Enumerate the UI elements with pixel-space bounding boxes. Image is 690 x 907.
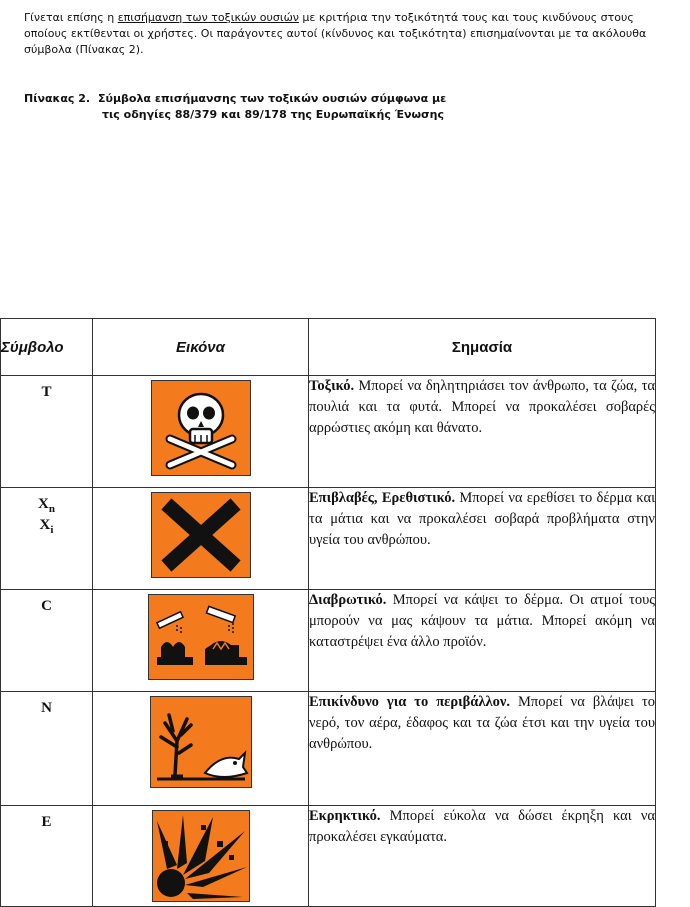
symbol-code: C <box>41 598 52 614</box>
meaning-cell <box>309 488 656 590</box>
hazard-title: Επικίνδυνο για το περιβάλλον. <box>309 694 510 710</box>
header-image: Εικόνα <box>93 319 309 376</box>
table-row <box>1 692 656 806</box>
symbol-cell <box>1 806 93 907</box>
caption-line-2: τις οδηγίες 88/379 και 89/178 της Ευρωπαϊκής Ένωσης <box>102 108 444 121</box>
meaning-cell <box>309 376 656 488</box>
hazard-description: Μπορεί να κάψει το δέρμα. Οι ατμοί τους μπορούν να μας κάψουν τα μάτια. Μπορεί ακόμη να καταστρέψει ένα άλλο προϊόν. <box>309 592 655 650</box>
caption-label: Πίνακας 2. <box>24 92 91 105</box>
image-cell <box>93 806 309 907</box>
hazard-title: Εκρηκτικό. <box>309 808 381 824</box>
corrosive-icon <box>148 594 254 680</box>
table-row <box>1 376 656 488</box>
symbol-cell <box>1 590 93 692</box>
symbol-code-xi: $X_i$ <box>39 517 54 536</box>
hazard-description: Μπορεί να ερεθίσει το δέρμα και τα μάτια και να προκαλέσει σοβαρά προβλήματα στην υγεία του ανθρώπου. <box>309 490 655 548</box>
symbol-cell <box>1 692 93 806</box>
hazard-description: Μπορεί να βλάψει το νερό, τον αέρα, έδαφος και τα ζώα έτσι και την υγεία του ανθρώπου. <box>309 694 655 752</box>
symbol-cell <box>1 488 93 590</box>
image-cell <box>93 590 309 692</box>
hazard-title: Διαβρωτικό. <box>309 592 387 608</box>
hazard-description: Μπορεί να δηλητηριάσει τον άνθρωπο, τα ζώα, τα πουλιά και τα φυτά. Μπορεί να προκαλέσει σοβαρές αρρώστιες ακόμη και θάνατο. <box>309 378 655 436</box>
hazard-symbols-table <box>0 318 656 907</box>
header-meaning: Σημασία <box>309 319 656 376</box>
image-cell <box>93 692 309 806</box>
header-symbol: Σύμβολο <box>1 319 93 376</box>
st-andrews-cross-icon <box>151 492 251 578</box>
symbol-code: E <box>41 814 52 830</box>
table-header-row <box>1 319 656 376</box>
table-caption <box>24 91 446 123</box>
meaning-cell <box>309 692 656 806</box>
image-cell <box>93 488 309 590</box>
symbol-code: T <box>41 384 52 400</box>
hazard-description: Μπορεί εύκολα να δώσει έκρηξη και να προκαλέσει εγκαύματα. <box>309 808 655 845</box>
intro-underlined-term: επισήμανση των τοξικών ουσιών <box>117 11 299 24</box>
symbol-code: N <box>41 700 52 716</box>
hazard-title: Τοξικό. <box>309 378 355 394</box>
intro-paragraph: Γίνεται επίσης η επισήμανση των τοξικών ουσιών με κριτήρια την τοξικότητά τους και τους κινδύνους στους οποίους εκτίθενται οι χρήστες. Οι παράγοντες αυτοί (κίνδυνος και τοξικότητα) επισημαίνονται με τα ακόλουθα σύμβολα (Πίνακας 2). <box>24 11 647 56</box>
symbol-code-xn: $X_n$ <box>38 496 55 515</box>
symbol-cell <box>1 376 93 488</box>
image-cell <box>93 376 309 488</box>
meaning-cell <box>309 590 656 692</box>
explosion-icon <box>152 810 250 902</box>
hazard-title: Επιβλαβές, Ερεθιστικό. <box>309 490 456 506</box>
caption-line-1: Σύμβολα επισήμανσης των τοξικών ουσιών σύμφωνα με <box>98 92 447 105</box>
table-row <box>1 590 656 692</box>
table-row <box>1 488 656 590</box>
skull-crossbones-icon <box>151 380 251 476</box>
meaning-cell <box>309 806 656 907</box>
dead-tree-fish-icon <box>150 696 252 788</box>
table-row <box>1 806 656 907</box>
